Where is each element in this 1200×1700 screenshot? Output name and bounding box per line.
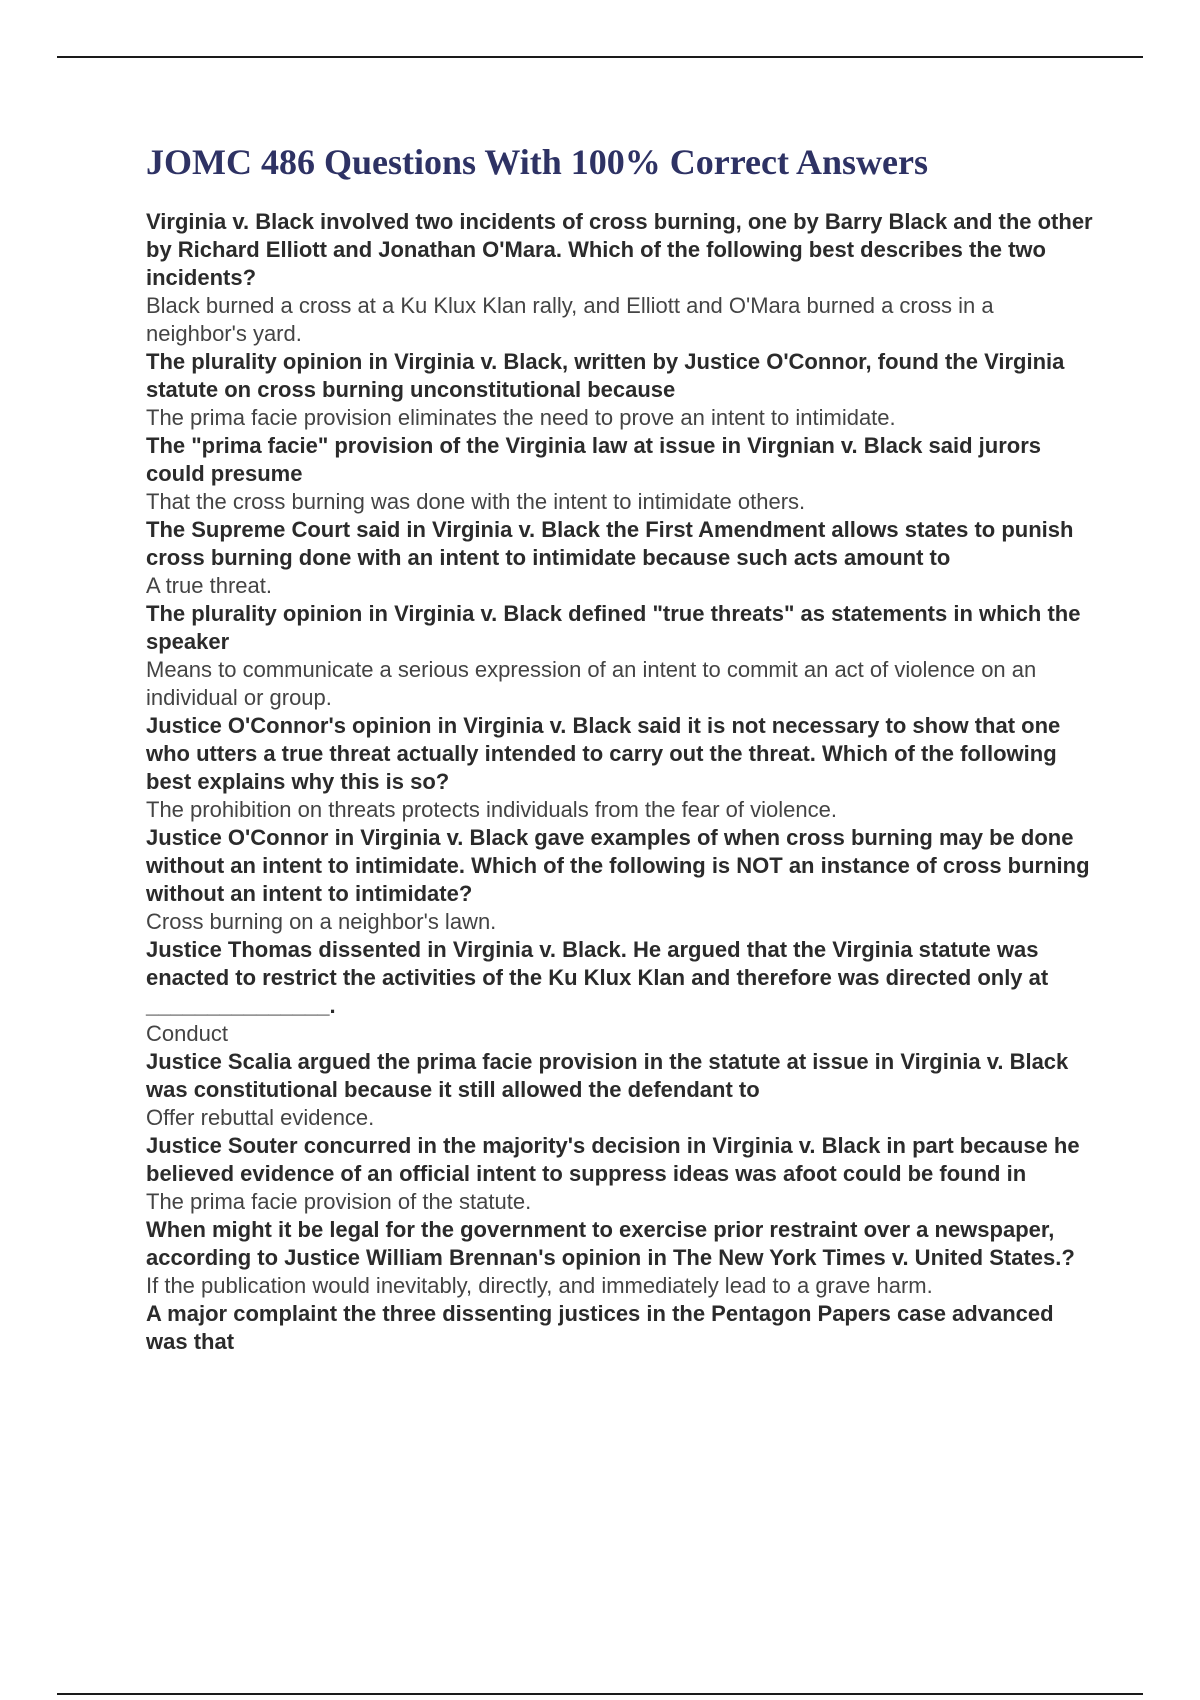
question-5: The plurality opinion in Virginia v. Black defined "true threats" as statements in which the speaker	[146, 601, 1081, 654]
answer-2: The prima facie provision eliminates the need to prove an intent to intimidate.	[146, 405, 896, 430]
question-8: Justice Thomas dissented in Virginia v. Black. He argued that the Virginia statute was enacted to restrict the activities of the Ku Klux Klan and therefore was directed only at _______________.	[146, 937, 1049, 1018]
question-12: A major complaint the three dissenting justices in the Pentagon Papers case advanced was that	[146, 1301, 1054, 1354]
qa-list	[146, 208, 1096, 1356]
question-9: Justice Scalia argued the prima facie provision in the statute at issue in Virginia v. Black was constitutional because it still allowed the defendant to	[146, 1049, 1069, 1102]
answer-7: Cross burning on a neighbor's lawn.	[146, 909, 497, 934]
question-6: Justice O'Connor's opinion in Virginia v. Black said it is not necessary to show that one who utters a true threat actually intended to carry out the threat. Which of the following best explains why this is so?	[146, 713, 1061, 794]
answer-9: Offer rebuttal evidence.	[146, 1105, 375, 1130]
question-11: When might it be legal for the government to exercise prior restraint over a newspaper, according to Justice William Brennan's opinion in The New York Times v. United States.?	[146, 1217, 1075, 1270]
question-10: Justice Souter concurred in the majority's decision in Virginia v. Black in part because he believed evidence of an official intent to suppress ideas was afoot could be found in	[146, 1133, 1080, 1186]
bottom-rule	[57, 1693, 1143, 1695]
question-2: The plurality opinion in Virginia v. Black, written by Justice O'Connor, found the Virginia statute on cross burning unconstitutional because	[146, 349, 1065, 402]
answer-8: Conduct	[146, 1021, 228, 1046]
question-7: Justice O'Connor in Virginia v. Black gave examples of when cross burning may be done without an intent to intimidate. Which of the following is NOT an instance of cross burning without an intent to intimidate?	[146, 825, 1090, 906]
answer-4: A true threat.	[146, 573, 272, 598]
question-3: The "prima facie" provision of the Virginia law at issue in Virgnian v. Black said jurors could presume	[146, 433, 1042, 486]
answer-3: That the cross burning was done with the intent to intimidate others.	[146, 489, 806, 514]
answer-6: The prohibition on threats protects individuals from the fear of violence.	[146, 797, 837, 822]
answer-5: Means to communicate a serious expression of an intent to commit an act of violence on an individual or group.	[146, 657, 1037, 710]
top-rule	[57, 56, 1143, 58]
answer-10: The prima facie provision of the statute.	[146, 1189, 532, 1214]
answer-11: If the publication would inevitably, directly, and immediately lead to a grave harm.	[146, 1273, 933, 1298]
document-body	[146, 142, 1096, 1356]
question-1: Virginia v. Black involved two incidents of cross burning, one by Barry Black and the other by Richard Elliott and Jonathan O'Mara. Which of the following best describes the two incidents?	[146, 209, 1093, 290]
answer-1: Black burned a cross at a Ku Klux Klan rally, and Elliott and O'Mara burned a cross in a neighbor's yard.	[146, 293, 994, 346]
document-title: JOMC 486 Questions With 100% Correct Answers	[146, 142, 928, 182]
question-4: The Supreme Court said in Virginia v. Black the First Amendment allows states to punish cross burning done with an intent to intimidate because such acts amount to	[146, 517, 1074, 570]
